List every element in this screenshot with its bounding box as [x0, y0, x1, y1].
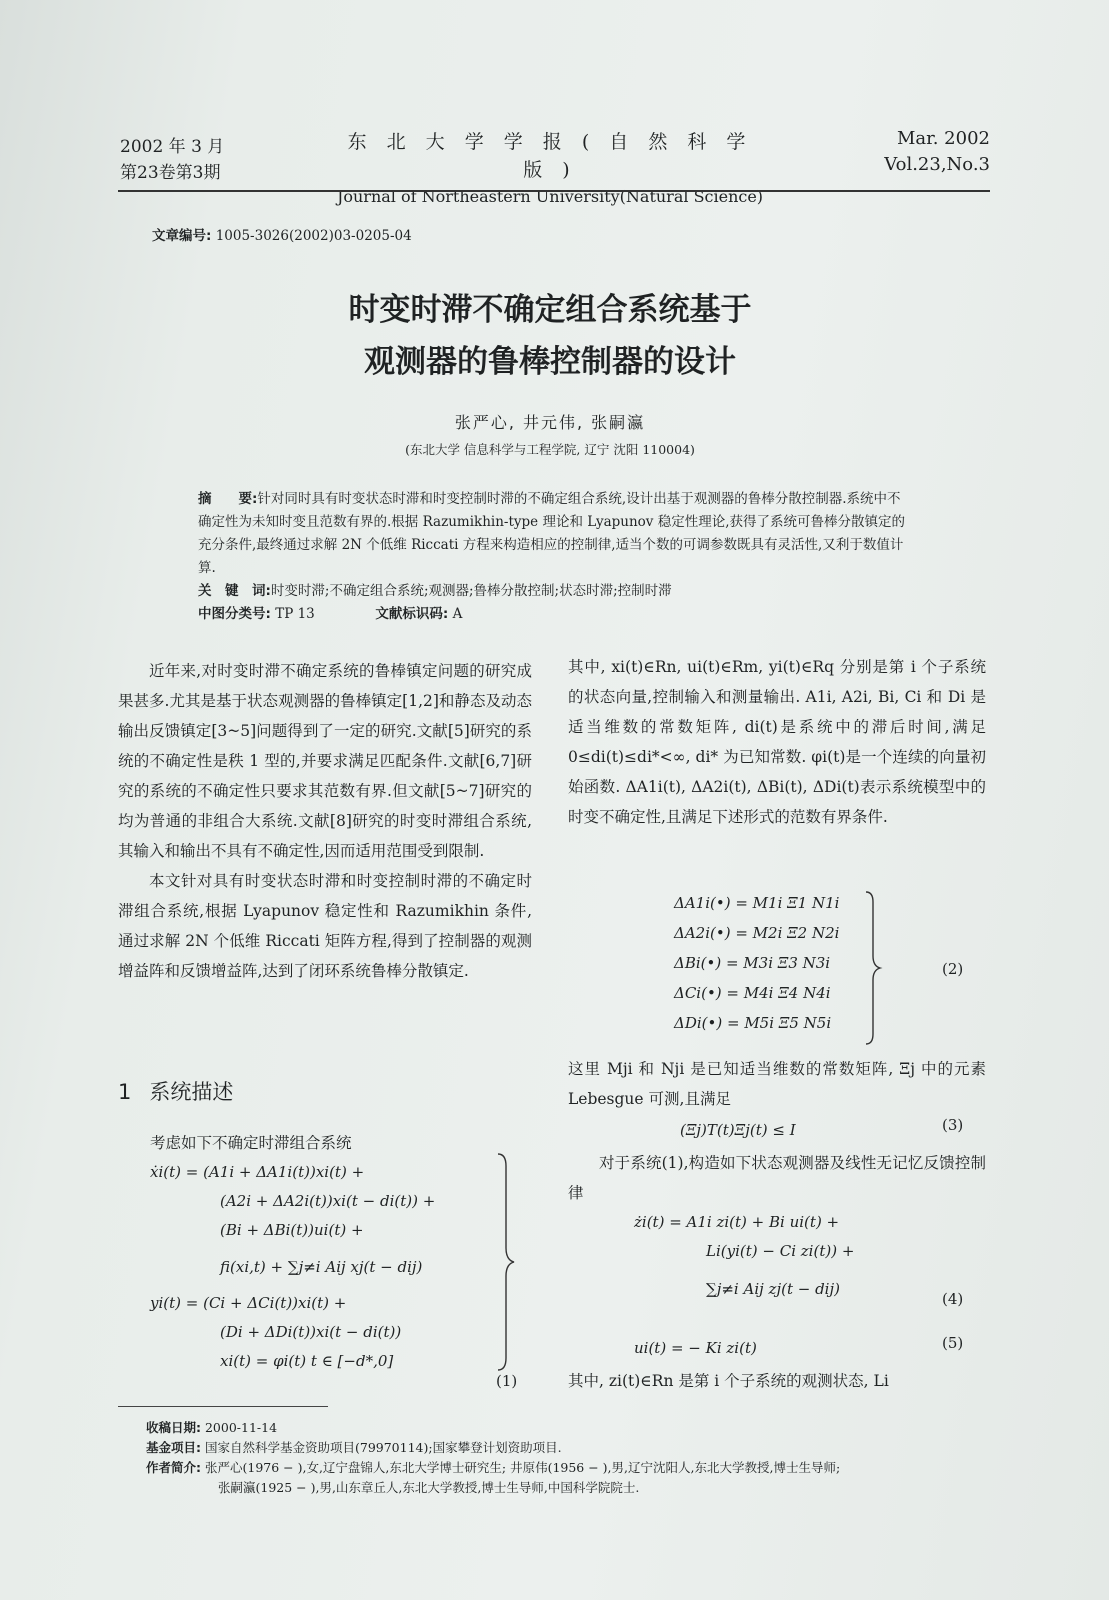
header-date-en: Mar. 2002 [896, 128, 990, 149]
bio-line-1: 张严心(1976 − ),女,辽宁盘锦人,东北大学博士研究生; 井原伟(1956 − ),男,辽宁沈阳人,东北大学教授,博士生导师; [204, 1460, 841, 1475]
eq5-number: (5) [942, 1334, 964, 1352]
eq4-number: (4) [942, 1290, 964, 1308]
header-date-cn: 2002 年 3 月 [120, 137, 225, 157]
header-rule [118, 190, 990, 192]
equation-3: (Ξj)T(t)Ξj(t) ≤ I [680, 1121, 796, 1139]
footnote-rule [118, 1406, 328, 1407]
right-paragraph-1: 其中, xi(t)∈Rn, ui(t)∈Rm, yi(t)∈Rq 分别是第 i 个子系统的状态向量,控制输入和测量输出. A1i, A2i, Bi, Ci 和 Di 是适当维数的常数矩阵, di(t)是系统中的滞后时间,满足 0≤di(t)≤di*<∞, di* 为已知常数. φi(t)是一个连续的向量初始函数. ΔA1i(t), ΔA2i(t), ΔBi(t), ΔDi(t)表示系统模型中的时变不确定性,且满足下述形式的范数有界条件. [568, 658, 986, 826]
equation-4 [634, 1208, 854, 1312]
consider-text: 考虑如下不确定时滞组合系统 [150, 1134, 352, 1152]
eq4-line: ∑j≠i Aij zj(t − dij) [706, 1280, 840, 1298]
eq1-line: (A2i + ΔA2i(t))xi(t − di(t)) + [220, 1192, 436, 1210]
keywords-label: 关 键 词: [198, 583, 271, 599]
right-column-top [568, 652, 986, 832]
abstract-block [198, 488, 908, 626]
eq2-line: ΔBi(•) = M3i Ξ3 N3i [674, 954, 831, 972]
affiliation: (东北大学 信息科学与工程学院, 辽宁 沈阳 110004) [405, 442, 695, 457]
right-paragraph-2: 这里 Mji 和 Nji 是已知适当维数的常数矩阵, Ξj 中的元素 Lebesgue 可测,且满足 [568, 1060, 986, 1108]
title-line-1: 时变时滞不确定组合系统基于 [348, 292, 752, 328]
abstract-text: 针对同时具有时变状态时滞和时变控制时滞的不确定组合系统,设计出基于观测器的鲁棒分散控制器.系统中不确定性为未知时变且范数有界的.根据 Razumikhin-type 理论和 Lyapunov 稳定性理论,获得了系统可鲁棒分散镇定的充分条件,最终通过求解 2N 个低维 Riccati 方程来构造相应的控制律,适当个数的可调参数既具有灵活性,又利于数值计算. [198, 491, 906, 576]
eq2-line: ΔA2i(•) = M2i Ξ2 N2i [674, 924, 840, 942]
journal-name-cn: 东 北 大 学 学 报 ( 自 然 科 学 版 ) [347, 131, 753, 181]
clc-value: TP 13 [275, 606, 315, 622]
footnote-bio [146, 1458, 996, 1478]
bio-label: 作者简介: [146, 1460, 201, 1475]
eq2-line: ΔDi(•) = M5i Ξ5 N5i [674, 1014, 832, 1032]
footnote-received [146, 1418, 996, 1438]
header-right [850, 126, 990, 178]
header-journal [330, 128, 770, 210]
article-number-value: 1005-3026(2002)03-0205-04 [215, 228, 412, 244]
eq1-number: (1) [496, 1372, 518, 1390]
eq1-line: ẋi(t) = (A1i + ΔA1i(t))xi(t) + [150, 1163, 365, 1181]
eq1-brace [494, 1152, 518, 1372]
doc-code-label: 文献标识码: [375, 606, 449, 622]
section-heading-1 [118, 1076, 251, 1106]
keywords [198, 580, 908, 603]
equation-1 [150, 1158, 435, 1376]
intro-paragraph-2: 本文针对具有时变状态时滞和时变控制时滞的不确定时滞组合系统,根据 Lyapunov 稳定性和 Razumikhin 条件,通过求解 2N 个低维 Riccati 矩阵方程,得到了控制器的观测增益阵和反馈增益阵,达到了闭环系统鲁棒分散镇定. [118, 872, 532, 980]
classification [198, 603, 908, 626]
eq2-line: ΔA1i(•) = M1i Ξ1 N1i [674, 894, 840, 912]
right-paragraph-3 [568, 1148, 986, 1208]
doc-code-value: A [452, 606, 463, 622]
abstract [198, 488, 908, 580]
article-number [152, 224, 412, 244]
eq1-line: fi(xi,t) + ∑j≠i Aij xj(t − dij) [220, 1258, 423, 1276]
fund-value: 国家自然科学基金资助项目(79970114);国家攀登计划资助项目. [204, 1440, 562, 1455]
eq4-line: Li(yi(t) − Ci zi(t)) + [706, 1242, 855, 1260]
eq2-brace [862, 890, 884, 1046]
authors: 张严心, 井元伟, 张嗣瀛 [454, 413, 646, 432]
fund-label: 基金项目: [146, 1440, 201, 1455]
left-column [118, 656, 532, 986]
header-left [120, 134, 224, 186]
header-vol-en: Vol.23,No.3 [884, 154, 990, 175]
received-label: 收稿日期: [146, 1420, 201, 1435]
eq4-line: żi(t) = A1i zi(t) + Bi ui(t) + [634, 1213, 840, 1231]
equation-2 [674, 888, 839, 1038]
received-value: 2000-11-14 [204, 1420, 278, 1435]
right-paragraph-4: 其中, zi(t)∈Rn 是第 i 个子系统的观测状态, Li [568, 1372, 889, 1390]
right-paragraph-3-text: 对于系统(1),构造如下状态观测器及线性无记忆反馈控制律 [568, 1154, 986, 1202]
eq1-line: yi(t) = (Ci + ΔCi(t))xi(t) + [150, 1294, 347, 1312]
journal-name-en: Journal of Northeastern University(Natural Science) [336, 187, 764, 206]
header-issue-cn: 第23卷第3期 [120, 163, 221, 183]
eq2-number: (2) [942, 960, 964, 978]
title-line-2: 观测器的鲁棒控制器的设计 [364, 344, 736, 380]
eq2-line: ΔCi(•) = M4i Ξ4 N4i [674, 984, 831, 1002]
section-number: 1 [118, 1080, 132, 1104]
bio-line-2: 张嗣瀛(1925 − ),男,山东章丘人,东北大学教授,博士生导师,中国科学院院士. [218, 1480, 640, 1495]
equation-5: ui(t) = − Ki zi(t) [634, 1339, 757, 1357]
footnotes [146, 1418, 996, 1498]
keywords-text: 时变时滞;不确定组合系统;观测器;鲁棒分散控制;状态时滞;控制时滞 [270, 583, 672, 599]
section-title: 系统描述 [149, 1080, 234, 1104]
article-number-label: 文章编号: [152, 228, 212, 244]
eq3-number: (3) [942, 1116, 964, 1134]
eq1-line: (Di + ΔDi(t))xi(t − di(t)) [220, 1323, 402, 1341]
intro-paragraph-1: 近年来,对时变时滞不确定系统的鲁棒镇定问题的研究成果甚多.尤其是基于状态观测器的鲁棒镇定[1,2]和静态及动态输出反馈镇定[3~5]问题得到了一定的研究.文献[5]研究的系统的不确定性是秩 1 型的,并要求满足匹配条件.文献[6,7]研究的系统的不确定性只要求其范数有界.但文献[5~7]研究的均为普通的非组合大系统.文献[8]研究的时变时滞组合系统,其输入和输出不具有不确定性,因而适用范围受到限制. [118, 662, 532, 860]
footnote-fund [146, 1438, 996, 1458]
eq1-line: (Bi + ΔBi(t))ui(t) + [220, 1221, 364, 1239]
clc-label: 中图分类号: [198, 606, 271, 622]
abstract-label: 摘 要: [198, 491, 258, 507]
paper-title [150, 284, 950, 388]
eq1-line: xi(t) = φi(t) t ∈ [−d*,0] [220, 1352, 394, 1370]
